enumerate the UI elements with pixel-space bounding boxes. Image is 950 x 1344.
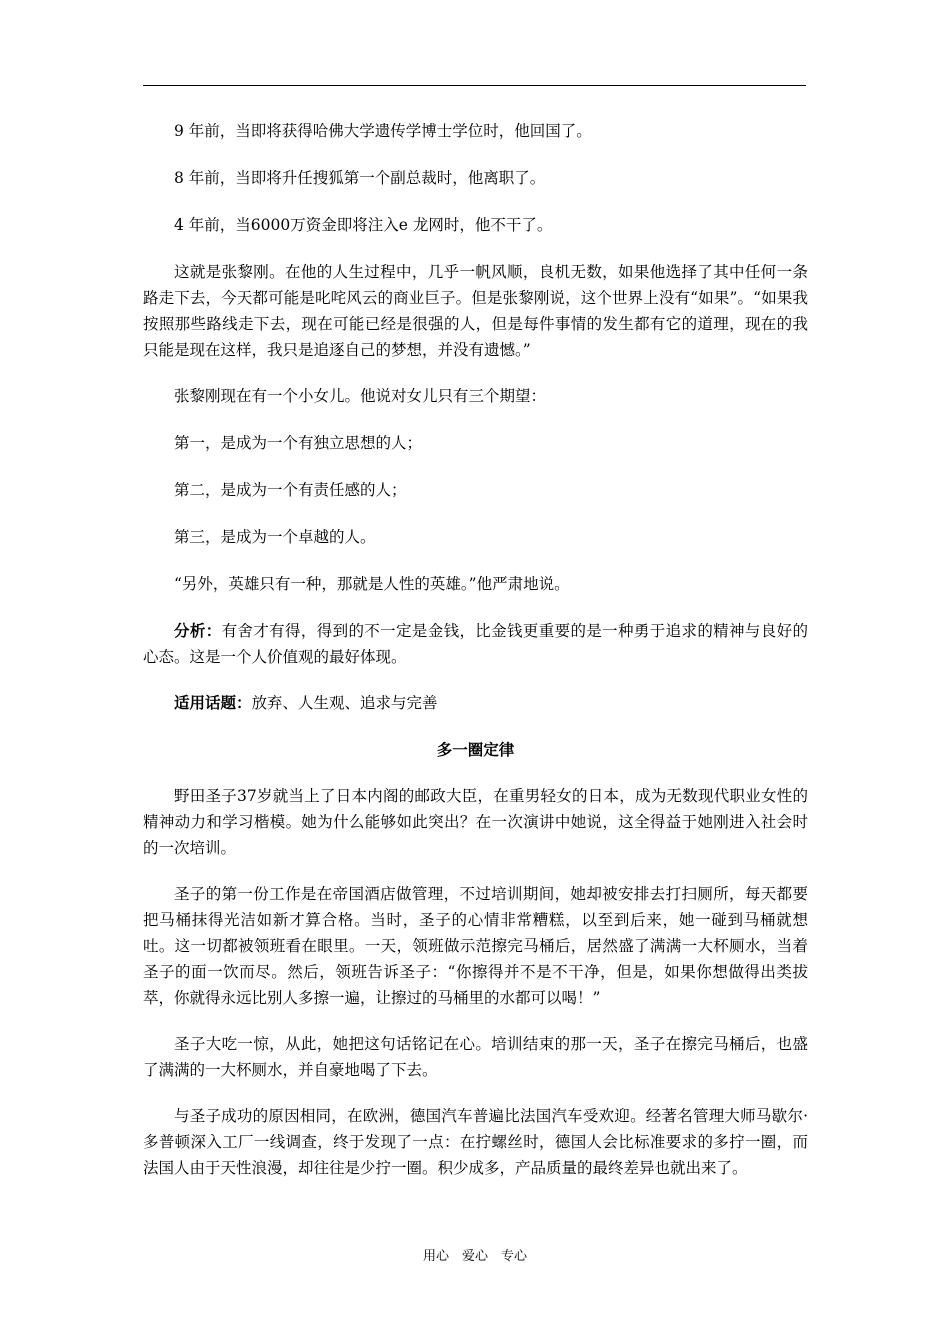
paragraph-2: 8 年前，当即将升任搜狐第一个副总裁时，他离职了。 xyxy=(174,169,546,187)
topics-label: 适用话题： xyxy=(174,694,252,712)
paragraph-5: 张黎刚现在有一个小女儿。他说对女儿只有三个期望： xyxy=(174,387,547,405)
paragraph-8: 第三，是成为一个卓越的人。 xyxy=(174,528,376,546)
paragraph-13: 与圣子成功的原因相同，在欧洲，德国汽车普遍比法国汽车受欢迎。经著名管理大师马歇尔·多普顿深入工厂一线调查，终于发现了一点：在拧螺丝时，德国人会比标准要求的多拧一圈，而法国人由于天性浪漫，却往往是少拧一圈。积少成多，产品质量的最终差异也就出来了。 xyxy=(143,1107,808,1177)
analysis-text: 有舍才有得，得到的不一定是金钱，比金钱更重要的是一种勇于追求的精神与良好的心态。这是一个人价值观的最好体现。 xyxy=(143,622,808,666)
topics-paragraph xyxy=(143,690,808,716)
paragraph-3: 4 年前，当6000万资金即将注入e 龙网时，他不干了。 xyxy=(174,216,553,234)
paragraph-9: “另外，英雄只有一种，那就是人性的英雄。”他严肃地说。 xyxy=(174,575,570,593)
analysis-label: 分析： xyxy=(174,622,222,640)
page-footer: 用心 爱心 专心 xyxy=(422,1249,527,1264)
paragraph-6: 第一，是成为一个有独立思想的人； xyxy=(174,434,423,452)
paragraph-4: 这就是张黎刚。在他的人生过程中，几乎一帆风顺，良机无数，如果他选择了其中任何一条路走下去，今天都可能是叱咤风云的商业巨子。但是张黎刚说，这个世界上没有“如果”。“如果我按照那些路线走下去，现在可能已经是很强的人，但是每件事情的发生都有它的道理，现在的我只能是现在这样，我只是追逐自己的梦想，并没有遗憾。” xyxy=(143,263,808,359)
header-rule xyxy=(143,85,806,86)
analysis-paragraph xyxy=(143,618,808,670)
paragraph-1: 9 年前，当即将获得哈佛大学遗传学博士学位时，他回国了。 xyxy=(174,122,592,140)
document-body xyxy=(143,118,808,1201)
paragraph-12: 圣子大吃一惊，从此，她把这句话铭记在心。培训结束的那一天，圣子在擦完马桶后，也盛了满满的一大杯厕水，并自豪地喝了下去。 xyxy=(143,1035,808,1079)
paragraph-10: 野田圣子37岁就当上了日本内阁的邮政大臣，在重男轻女的日本，成为无数现代职业女性的精神动力和学习楷模。她为什么能够如此突出？在一次演讲中她说，这全得益于她刚进入社会时的一次培训。 xyxy=(143,787,808,857)
paragraph-11: 圣子的第一份工作是在帝国酒店做管理，不过培训期间，她却被安排去打扫厕所，每天都要把马桶抹得光洁如新才算合格。当时，圣子的心情非常糟糕，以至到后来，她一碰到马桶就想吐。这一切都被领班看在眼里。一天，领班做示范擦完马桶后，居然盛了满满一大杯厕水，当着圣子的面一饮而尽。然后，领班告诉圣子：“你擦得并不是不干净，但是，如果你想做得出类拔萃，你就得永远比别人多擦一遍，让擦过的马桶里的水都可以喝！” xyxy=(143,885,808,1007)
section-title: 多一圈定律 xyxy=(436,741,515,759)
paragraph-7: 第二，是成为一个有责任感的人； xyxy=(174,481,407,499)
topics-text: 放弃、人生观、追求与完善 xyxy=(251,694,438,712)
